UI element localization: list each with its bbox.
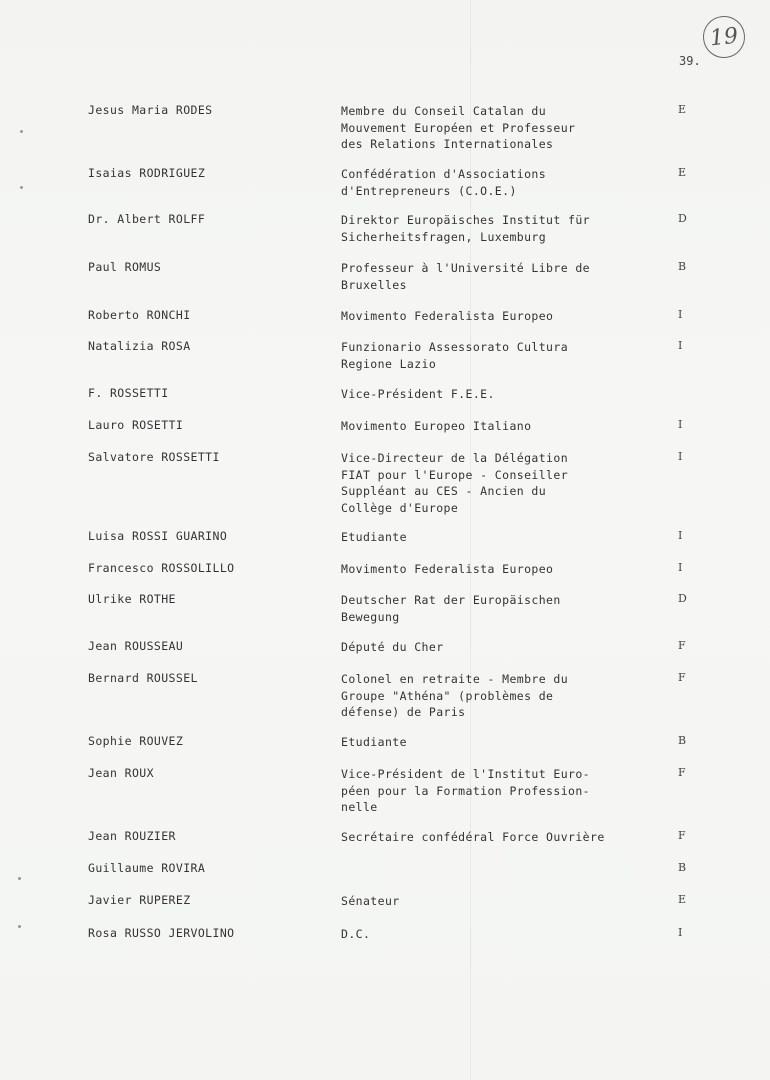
member-name: Paul ROMUS — [88, 260, 162, 274]
member-name: Jesus Maria RODES — [88, 103, 213, 117]
country-code: B — [678, 861, 687, 874]
member-description: Député du Cher — [341, 640, 444, 654]
member-description: Sénateur — [341, 894, 400, 908]
paper-speck — [18, 877, 21, 880]
member-description: Membre du Conseil Catalan du Mouvement Européen et Professeur des Relations Internationales — [341, 104, 576, 151]
member-description: Movimento Federalista Europeo — [341, 309, 554, 323]
page-number: 39. — [679, 54, 701, 68]
member-description: Vice-Directeur de la Délégation FIAT pour l'Europe - Conseiller Suppléant au CES - Ancien du Collège d'Europe — [341, 451, 569, 515]
member-name: Bernard ROUSSEL — [88, 671, 198, 685]
member-description: Professeur à l'Université Libre de Bruxelles — [341, 261, 591, 292]
member-description: Movimento Federalista Europeo — [341, 562, 554, 576]
member-name: Salvatore ROSSETTI — [88, 450, 220, 464]
country-code: I — [678, 450, 683, 463]
country-code: I — [678, 561, 683, 574]
member-description: D.C. — [341, 927, 371, 941]
member-name: Dr. Albert ROLFF — [88, 212, 206, 226]
country-code: I — [678, 529, 683, 542]
member-name: Rosa RUSSO JERVOLINO — [88, 926, 235, 940]
member-description: Secrétaire confédéral Force Ouvrière — [341, 830, 605, 844]
paper-speck — [18, 925, 21, 928]
member-description: Vice-Président F.E.E. — [341, 387, 495, 401]
member-name: Isaias RODRIGUEZ — [88, 166, 206, 180]
member-name: Roberto RONCHI — [88, 308, 191, 322]
country-code: B — [678, 734, 687, 747]
handwritten-page-stamp — [701, 14, 747, 60]
member-name: Javier RUPEREZ — [88, 893, 191, 907]
member-description: Etudiante — [341, 735, 407, 749]
country-code: F — [678, 829, 686, 842]
member-description: Direktor Europäisches Institut für Sicherheitsfragen, Luxemburg — [341, 213, 591, 244]
member-description: Colonel en retraite - Membre du Groupe "Athéna" (problèmes de défense) de Paris — [341, 672, 569, 719]
member-name: Ulrike ROTHE — [88, 592, 176, 606]
country-code: D — [678, 212, 687, 225]
page-fold — [470, 0, 471, 1080]
country-code: I — [678, 926, 683, 939]
country-code: I — [678, 418, 683, 431]
member-description: Confédération d'Associations d'Entrepreneurs (C.O.E.) — [341, 167, 547, 198]
member-name: F. ROSSETTI — [88, 386, 169, 400]
country-code: F — [678, 639, 686, 652]
member-name: Francesco ROSSOLILLO — [88, 561, 235, 575]
member-description: Vice-Président de l'Institut Euro- péen pour la Formation Profession- nelle — [341, 767, 591, 814]
country-code: F — [678, 766, 686, 779]
country-code: B — [678, 260, 687, 273]
member-description: Funzionario Assessorato Cultura Regione Lazio — [341, 340, 569, 371]
country-code: E — [678, 103, 687, 116]
member-name: Luisa ROSSI GUARINO — [88, 529, 228, 543]
country-code: E — [678, 893, 687, 906]
member-name: Jean ROUSSEAU — [88, 639, 184, 653]
member-name: Guillaume ROVIRA — [88, 861, 206, 875]
member-name: Natalizia ROSA — [88, 339, 191, 353]
paper-speck — [20, 186, 23, 189]
member-name: Sophie ROUVEZ — [88, 734, 184, 748]
country-code: D — [678, 592, 687, 605]
paper-speck — [20, 130, 23, 133]
country-code: I — [678, 308, 683, 321]
country-code: E — [678, 166, 687, 179]
member-name: Jean ROUZIER — [88, 829, 176, 843]
country-code: F — [678, 671, 686, 684]
stamp-number: 19 — [708, 23, 740, 51]
country-code: I — [678, 339, 683, 352]
member-description: Etudiante — [341, 530, 407, 544]
member-description: Deutscher Rat der Europäischen Bewegung — [341, 593, 561, 624]
member-description: Movimento Europeo Italiano — [341, 419, 532, 433]
member-name: Lauro ROSETTI — [88, 418, 184, 432]
member-name: Jean ROUX — [88, 766, 154, 780]
